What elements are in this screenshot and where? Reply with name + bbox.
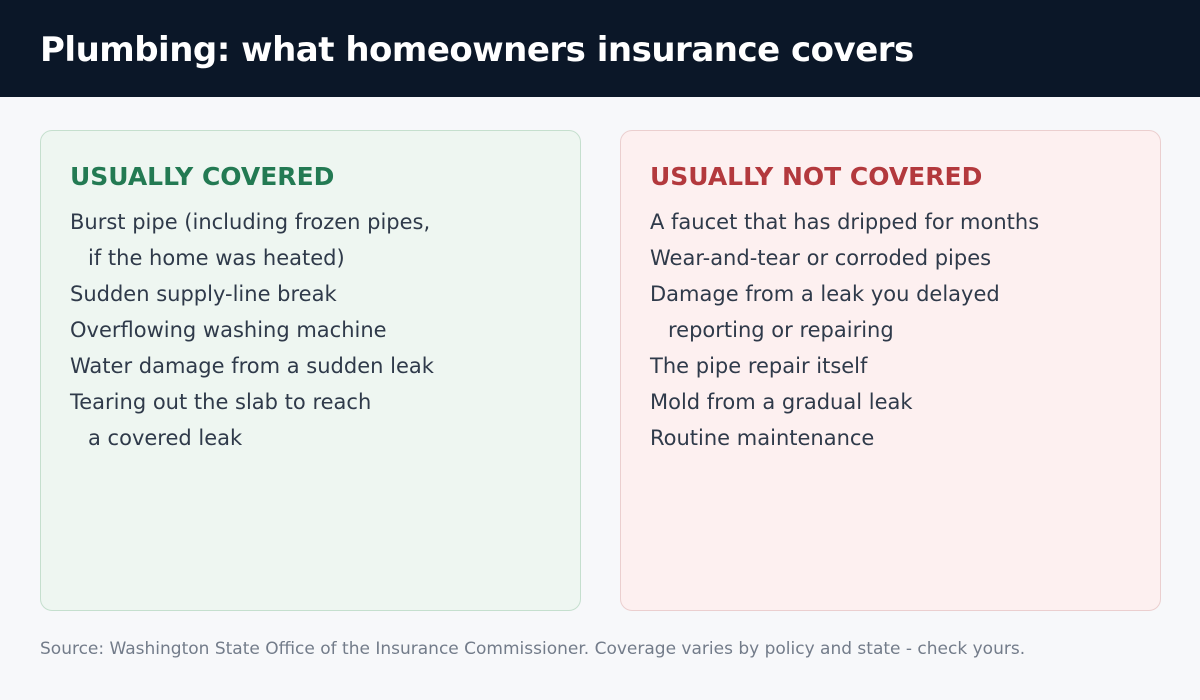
list-item bbox=[70, 348, 434, 384]
list-item bbox=[650, 240, 1039, 276]
list-item bbox=[70, 204, 434, 276]
list-item bbox=[650, 348, 1039, 384]
list-item-text: Mold from a gradual leak bbox=[650, 390, 913, 414]
list-item-text: Sudden supply-line break bbox=[70, 282, 337, 306]
covered-card bbox=[40, 130, 581, 611]
list-item bbox=[650, 420, 1039, 456]
list-item bbox=[70, 384, 434, 456]
list-item-text: Routine maintenance bbox=[650, 426, 875, 450]
list-item-text: The pipe repair itself bbox=[650, 354, 868, 378]
source-note: Source: Washington State Office of the Insurance Commissioner. Coverage varies by policy and state - check yours. bbox=[40, 639, 1026, 659]
list-item bbox=[650, 276, 1039, 348]
list-item-text: Overflowing washing machine bbox=[70, 318, 387, 342]
list-item-text: Wear-and-tear or corroded pipes bbox=[650, 246, 992, 270]
not-covered-list bbox=[650, 204, 1039, 456]
covered-list bbox=[70, 204, 434, 456]
list-item-text: Water damage from a sudden leak bbox=[70, 354, 434, 378]
list-item-text: Burst pipe (including frozen pipes, bbox=[70, 210, 431, 234]
list-item-continuation: a covered leak bbox=[88, 426, 243, 450]
page-title: Plumbing: what homeowners insurance covers bbox=[40, 30, 914, 70]
list-item bbox=[650, 204, 1039, 240]
covered-heading: USUALLY COVERED bbox=[70, 162, 335, 191]
list-item bbox=[70, 312, 434, 348]
list-item-text: Damage from a leak you delayed bbox=[650, 282, 1000, 306]
list-item-text: Tearing out the slab to reach bbox=[70, 390, 372, 414]
list-item bbox=[650, 384, 1039, 420]
list-item-text: A faucet that has dripped for months bbox=[650, 210, 1040, 234]
not-covered-heading: USUALLY NOT COVERED bbox=[650, 162, 983, 191]
list-item bbox=[70, 276, 434, 312]
header-bar bbox=[0, 0, 1200, 97]
list-item-continuation: reporting or repairing bbox=[668, 318, 894, 342]
list-item-continuation: if the home was heated) bbox=[88, 246, 345, 270]
not-covered-card bbox=[620, 130, 1161, 611]
